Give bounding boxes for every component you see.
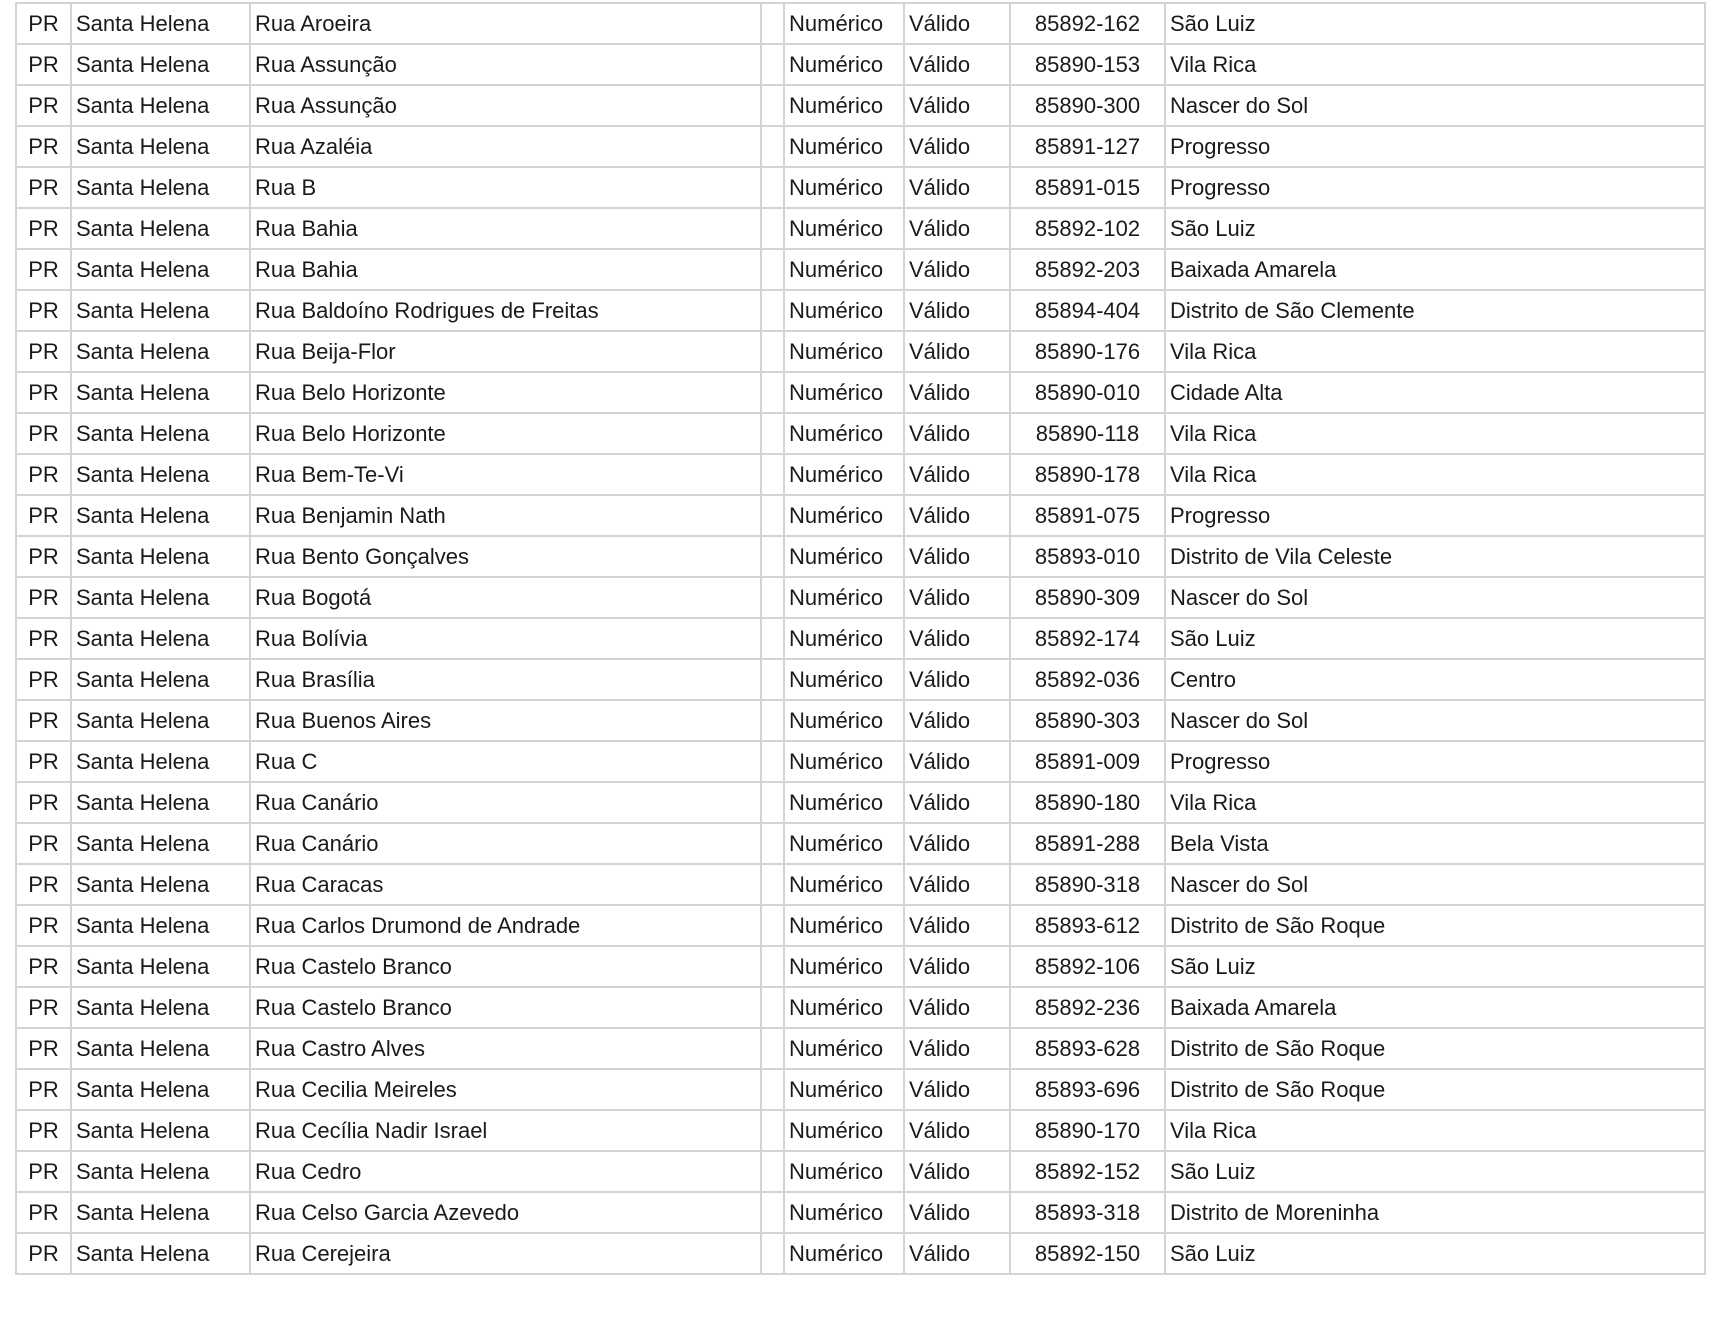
street-cell: Rua Bem-Te-Vi xyxy=(250,454,761,495)
state-cell: PR xyxy=(16,167,71,208)
street-cell: Rua Castelo Branco xyxy=(250,987,761,1028)
status-cell: Válido xyxy=(904,372,1010,413)
district-cell: São Luiz xyxy=(1165,208,1705,249)
complement-cell xyxy=(761,577,784,618)
city-cell: Santa Helena xyxy=(71,659,250,700)
complement-cell xyxy=(761,823,784,864)
state-cell: PR xyxy=(16,864,71,905)
state-cell: PR xyxy=(16,905,71,946)
district-cell: Distrito de São Roque xyxy=(1165,1069,1705,1110)
postal-code-cell: 85892-150 xyxy=(1010,1233,1165,1274)
complement-cell xyxy=(761,700,784,741)
type-cell: Numérico xyxy=(784,1069,904,1110)
type-cell: Numérico xyxy=(784,290,904,331)
table-row xyxy=(16,167,1705,208)
city-cell: Santa Helena xyxy=(71,577,250,618)
postal-code-cell: 85891-127 xyxy=(1010,126,1165,167)
city-cell: Santa Helena xyxy=(71,1028,250,1069)
state-cell: PR xyxy=(16,536,71,577)
postal-code-cell: 85890-176 xyxy=(1010,331,1165,372)
status-cell: Válido xyxy=(904,44,1010,85)
postal-code-cell: 85890-118 xyxy=(1010,413,1165,454)
type-cell: Numérico xyxy=(784,618,904,659)
status-cell: Válido xyxy=(904,126,1010,167)
state-cell: PR xyxy=(16,249,71,290)
status-cell: Válido xyxy=(904,1151,1010,1192)
street-cell: Rua Belo Horizonte xyxy=(250,413,761,454)
complement-cell xyxy=(761,85,784,126)
postal-code-cell: 85893-318 xyxy=(1010,1192,1165,1233)
city-cell: Santa Helena xyxy=(71,618,250,659)
street-cell: Rua Caracas xyxy=(250,864,761,905)
type-cell: Numérico xyxy=(784,823,904,864)
city-cell: Santa Helena xyxy=(71,249,250,290)
district-cell: Vila Rica xyxy=(1165,454,1705,495)
table-row xyxy=(16,1069,1705,1110)
city-cell: Santa Helena xyxy=(71,208,250,249)
street-cell: Rua Azaléia xyxy=(250,126,761,167)
district-cell: São Luiz xyxy=(1165,618,1705,659)
complement-cell xyxy=(761,3,784,44)
status-cell: Válido xyxy=(904,1110,1010,1151)
state-cell: PR xyxy=(16,413,71,454)
type-cell: Numérico xyxy=(784,536,904,577)
status-cell: Válido xyxy=(904,946,1010,987)
street-cell: Rua Celso Garcia Azevedo xyxy=(250,1192,761,1233)
type-cell: Numérico xyxy=(784,413,904,454)
status-cell: Válido xyxy=(904,1069,1010,1110)
table-row xyxy=(16,782,1705,823)
district-cell: São Luiz xyxy=(1165,1151,1705,1192)
street-cell: Rua Aroeira xyxy=(250,3,761,44)
postal-code-cell: 85893-612 xyxy=(1010,905,1165,946)
district-cell: Vila Rica xyxy=(1165,44,1705,85)
postal-code-cell: 85890-318 xyxy=(1010,864,1165,905)
complement-cell xyxy=(761,454,784,495)
state-cell: PR xyxy=(16,659,71,700)
postal-code-cell: 85892-106 xyxy=(1010,946,1165,987)
district-cell: Distrito de São Roque xyxy=(1165,1028,1705,1069)
district-cell: Vila Rica xyxy=(1165,1110,1705,1151)
status-cell: Válido xyxy=(904,905,1010,946)
status-cell: Válido xyxy=(904,85,1010,126)
type-cell: Numérico xyxy=(784,946,904,987)
type-cell: Numérico xyxy=(784,126,904,167)
postal-code-cell: 85892-102 xyxy=(1010,208,1165,249)
street-cell: Rua Bahia xyxy=(250,249,761,290)
status-cell: Válido xyxy=(904,1233,1010,1274)
district-cell: Progresso xyxy=(1165,495,1705,536)
postal-code-cell: 85894-404 xyxy=(1010,290,1165,331)
street-cell: Rua Belo Horizonte xyxy=(250,372,761,413)
state-cell: PR xyxy=(16,1069,71,1110)
city-cell: Santa Helena xyxy=(71,1192,250,1233)
state-cell: PR xyxy=(16,454,71,495)
status-cell: Válido xyxy=(904,741,1010,782)
postal-code-cell: 85891-009 xyxy=(1010,741,1165,782)
district-cell: Progresso xyxy=(1165,126,1705,167)
status-cell: Válido xyxy=(904,782,1010,823)
postal-code-cell: 85892-152 xyxy=(1010,1151,1165,1192)
street-cell: Rua Benjamin Nath xyxy=(250,495,761,536)
type-cell: Numérico xyxy=(784,1233,904,1274)
district-cell: Vila Rica xyxy=(1165,782,1705,823)
city-cell: Santa Helena xyxy=(71,167,250,208)
district-cell: Nascer do Sol xyxy=(1165,85,1705,126)
table-row xyxy=(16,577,1705,618)
type-cell: Numérico xyxy=(784,782,904,823)
district-cell: Distrito de São Roque xyxy=(1165,905,1705,946)
district-cell: Cidade Alta xyxy=(1165,372,1705,413)
type-cell: Numérico xyxy=(784,167,904,208)
status-cell: Válido xyxy=(904,823,1010,864)
complement-cell xyxy=(761,413,784,454)
complement-cell xyxy=(761,290,784,331)
district-cell: São Luiz xyxy=(1165,3,1705,44)
city-cell: Santa Helena xyxy=(71,536,250,577)
city-cell: Santa Helena xyxy=(71,987,250,1028)
complement-cell xyxy=(761,167,784,208)
postal-code-cell: 85891-015 xyxy=(1010,167,1165,208)
state-cell: PR xyxy=(16,1192,71,1233)
state-cell: PR xyxy=(16,126,71,167)
type-cell: Numérico xyxy=(784,44,904,85)
status-cell: Válido xyxy=(904,167,1010,208)
type-cell: Numérico xyxy=(784,1110,904,1151)
complement-cell xyxy=(761,782,784,823)
type-cell: Numérico xyxy=(784,1192,904,1233)
complement-cell xyxy=(761,536,784,577)
street-cell: Rua Cecilia Meireles xyxy=(250,1069,761,1110)
table-row xyxy=(16,1110,1705,1151)
street-cell: Rua Carlos Drumond de Andrade xyxy=(250,905,761,946)
district-cell: Centro xyxy=(1165,659,1705,700)
city-cell: Santa Helena xyxy=(71,905,250,946)
street-cell: Rua Assunção xyxy=(250,44,761,85)
table-row xyxy=(16,290,1705,331)
table-row xyxy=(16,864,1705,905)
city-cell: Santa Helena xyxy=(71,823,250,864)
street-cell: Rua Bento Gonçalves xyxy=(250,536,761,577)
status-cell: Válido xyxy=(904,495,1010,536)
complement-cell xyxy=(761,1151,784,1192)
table-row xyxy=(16,1151,1705,1192)
type-cell: Numérico xyxy=(784,454,904,495)
postal-code-cell: 85890-303 xyxy=(1010,700,1165,741)
status-cell: Válido xyxy=(904,331,1010,372)
type-cell: Numérico xyxy=(784,1151,904,1192)
table-row xyxy=(16,741,1705,782)
table-row xyxy=(16,413,1705,454)
state-cell: PR xyxy=(16,1110,71,1151)
district-cell: Distrito de São Clemente xyxy=(1165,290,1705,331)
complement-cell xyxy=(761,1192,784,1233)
table-row xyxy=(16,85,1705,126)
status-cell: Válido xyxy=(904,413,1010,454)
district-cell: Progresso xyxy=(1165,167,1705,208)
city-cell: Santa Helena xyxy=(71,454,250,495)
street-cell: Rua Assunção xyxy=(250,85,761,126)
address-table xyxy=(15,2,1706,1275)
complement-cell xyxy=(761,1069,784,1110)
address-table-body xyxy=(16,3,1705,1274)
complement-cell xyxy=(761,741,784,782)
table-row xyxy=(16,454,1705,495)
city-cell: Santa Helena xyxy=(71,85,250,126)
district-cell: Bela Vista xyxy=(1165,823,1705,864)
state-cell: PR xyxy=(16,372,71,413)
district-cell: Baixada Amarela xyxy=(1165,249,1705,290)
status-cell: Válido xyxy=(904,3,1010,44)
status-cell: Válido xyxy=(904,208,1010,249)
district-cell: São Luiz xyxy=(1165,946,1705,987)
postal-code-cell: 85892-203 xyxy=(1010,249,1165,290)
table-row xyxy=(16,3,1705,44)
state-cell: PR xyxy=(16,618,71,659)
postal-code-cell: 85890-178 xyxy=(1010,454,1165,495)
street-cell: Rua Canário xyxy=(250,823,761,864)
city-cell: Santa Helena xyxy=(71,372,250,413)
type-cell: Numérico xyxy=(784,905,904,946)
district-cell: Vila Rica xyxy=(1165,331,1705,372)
type-cell: Numérico xyxy=(784,741,904,782)
city-cell: Santa Helena xyxy=(71,946,250,987)
complement-cell xyxy=(761,249,784,290)
status-cell: Válido xyxy=(904,536,1010,577)
status-cell: Válido xyxy=(904,659,1010,700)
postal-code-cell: 85893-628 xyxy=(1010,1028,1165,1069)
district-cell: Nascer do Sol xyxy=(1165,864,1705,905)
table-row xyxy=(16,208,1705,249)
postal-code-cell: 85892-162 xyxy=(1010,3,1165,44)
type-cell: Numérico xyxy=(784,3,904,44)
city-cell: Santa Helena xyxy=(71,741,250,782)
postal-code-cell: 85892-174 xyxy=(1010,618,1165,659)
city-cell: Santa Helena xyxy=(71,413,250,454)
state-cell: PR xyxy=(16,782,71,823)
status-cell: Válido xyxy=(904,290,1010,331)
street-cell: Rua Canário xyxy=(250,782,761,823)
district-cell: Vila Rica xyxy=(1165,413,1705,454)
type-cell: Numérico xyxy=(784,331,904,372)
complement-cell xyxy=(761,495,784,536)
street-cell: Rua Buenos Aires xyxy=(250,700,761,741)
street-cell: Rua Baldoíno Rodrigues de Freitas xyxy=(250,290,761,331)
street-cell: Rua Bogotá xyxy=(250,577,761,618)
table-row xyxy=(16,618,1705,659)
district-cell: São Luiz xyxy=(1165,1233,1705,1274)
table-row xyxy=(16,372,1705,413)
postal-code-cell: 85890-153 xyxy=(1010,44,1165,85)
complement-cell xyxy=(761,987,784,1028)
state-cell: PR xyxy=(16,946,71,987)
type-cell: Numérico xyxy=(784,1028,904,1069)
type-cell: Numérico xyxy=(784,372,904,413)
district-cell: Progresso xyxy=(1165,741,1705,782)
table-row xyxy=(16,1233,1705,1274)
complement-cell xyxy=(761,1028,784,1069)
type-cell: Numérico xyxy=(784,864,904,905)
postal-code-cell: 85890-170 xyxy=(1010,1110,1165,1151)
state-cell: PR xyxy=(16,700,71,741)
district-cell: Baixada Amarela xyxy=(1165,987,1705,1028)
table-row xyxy=(16,1028,1705,1069)
street-cell: Rua B xyxy=(250,167,761,208)
state-cell: PR xyxy=(16,208,71,249)
city-cell: Santa Helena xyxy=(71,1069,250,1110)
status-cell: Válido xyxy=(904,1028,1010,1069)
postal-code-cell: 85893-010 xyxy=(1010,536,1165,577)
state-cell: PR xyxy=(16,1151,71,1192)
status-cell: Válido xyxy=(904,577,1010,618)
city-cell: Santa Helena xyxy=(71,290,250,331)
type-cell: Numérico xyxy=(784,659,904,700)
table-row xyxy=(16,905,1705,946)
status-cell: Válido xyxy=(904,618,1010,659)
street-cell: Rua Cecília Nadir Israel xyxy=(250,1110,761,1151)
city-cell: Santa Helena xyxy=(71,1110,250,1151)
complement-cell xyxy=(761,331,784,372)
district-cell: Distrito de Moreninha xyxy=(1165,1192,1705,1233)
type-cell: Numérico xyxy=(784,495,904,536)
complement-cell xyxy=(761,864,784,905)
state-cell: PR xyxy=(16,3,71,44)
type-cell: Numérico xyxy=(784,577,904,618)
city-cell: Santa Helena xyxy=(71,44,250,85)
table-row xyxy=(16,495,1705,536)
postal-code-cell: 85893-696 xyxy=(1010,1069,1165,1110)
state-cell: PR xyxy=(16,495,71,536)
state-cell: PR xyxy=(16,577,71,618)
postal-code-cell: 85890-010 xyxy=(1010,372,1165,413)
table-row xyxy=(16,126,1705,167)
type-cell: Numérico xyxy=(784,249,904,290)
status-cell: Válido xyxy=(904,987,1010,1028)
street-cell: Rua Bolívia xyxy=(250,618,761,659)
type-cell: Numérico xyxy=(784,208,904,249)
table-row xyxy=(16,987,1705,1028)
complement-cell xyxy=(761,659,784,700)
postal-code-cell: 85890-180 xyxy=(1010,782,1165,823)
city-cell: Santa Helena xyxy=(71,1151,250,1192)
table-row xyxy=(16,536,1705,577)
state-cell: PR xyxy=(16,331,71,372)
table-row xyxy=(16,249,1705,290)
state-cell: PR xyxy=(16,823,71,864)
street-cell: Rua Cerejeira xyxy=(250,1233,761,1274)
status-cell: Válido xyxy=(904,1192,1010,1233)
state-cell: PR xyxy=(16,290,71,331)
street-cell: Rua Bahia xyxy=(250,208,761,249)
complement-cell xyxy=(761,44,784,85)
state-cell: PR xyxy=(16,741,71,782)
street-cell: Rua Brasília xyxy=(250,659,761,700)
district-cell: Distrito de Vila Celeste xyxy=(1165,536,1705,577)
street-cell: Rua Cedro xyxy=(250,1151,761,1192)
state-cell: PR xyxy=(16,1028,71,1069)
complement-cell xyxy=(761,946,784,987)
city-cell: Santa Helena xyxy=(71,782,250,823)
postal-code-cell: 85892-236 xyxy=(1010,987,1165,1028)
city-cell: Santa Helena xyxy=(71,495,250,536)
complement-cell xyxy=(761,372,784,413)
complement-cell xyxy=(761,126,784,167)
city-cell: Santa Helena xyxy=(71,331,250,372)
complement-cell xyxy=(761,1110,784,1151)
table-row xyxy=(16,1192,1705,1233)
complement-cell xyxy=(761,1233,784,1274)
street-cell: Rua Castro Alves xyxy=(250,1028,761,1069)
postal-code-cell: 85892-036 xyxy=(1010,659,1165,700)
city-cell: Santa Helena xyxy=(71,126,250,167)
postal-code-cell: 85891-288 xyxy=(1010,823,1165,864)
state-cell: PR xyxy=(16,1233,71,1274)
table-row xyxy=(16,331,1705,372)
complement-cell xyxy=(761,208,784,249)
status-cell: Válido xyxy=(904,249,1010,290)
postal-code-cell: 85890-300 xyxy=(1010,85,1165,126)
complement-cell xyxy=(761,618,784,659)
postal-code-cell: 85890-309 xyxy=(1010,577,1165,618)
status-cell: Válido xyxy=(904,454,1010,495)
table-row xyxy=(16,659,1705,700)
street-cell: Rua Castelo Branco xyxy=(250,946,761,987)
state-cell: PR xyxy=(16,85,71,126)
table-row xyxy=(16,700,1705,741)
street-cell: Rua Beija-Flor xyxy=(250,331,761,372)
status-cell: Válido xyxy=(904,864,1010,905)
table-row xyxy=(16,823,1705,864)
status-cell: Válido xyxy=(904,700,1010,741)
state-cell: PR xyxy=(16,44,71,85)
type-cell: Numérico xyxy=(784,987,904,1028)
type-cell: Numérico xyxy=(784,85,904,126)
street-cell: Rua C xyxy=(250,741,761,782)
complement-cell xyxy=(761,905,784,946)
district-cell: Nascer do Sol xyxy=(1165,700,1705,741)
table-row xyxy=(16,946,1705,987)
district-cell: Nascer do Sol xyxy=(1165,577,1705,618)
city-cell: Santa Helena xyxy=(71,1233,250,1274)
state-cell: PR xyxy=(16,987,71,1028)
table-row xyxy=(16,44,1705,85)
type-cell: Numérico xyxy=(784,700,904,741)
city-cell: Santa Helena xyxy=(71,864,250,905)
city-cell: Santa Helena xyxy=(71,3,250,44)
city-cell: Santa Helena xyxy=(71,700,250,741)
postal-code-cell: 85891-075 xyxy=(1010,495,1165,536)
